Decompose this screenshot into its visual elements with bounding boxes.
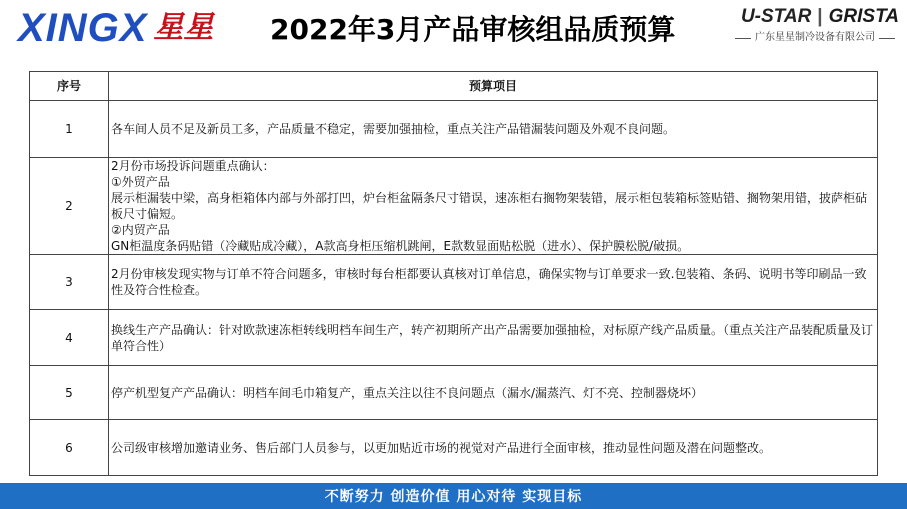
divider-line xyxy=(735,38,751,39)
company-name: 广东星星制冷设备有限公司 xyxy=(755,32,875,43)
budget-item-cell xyxy=(109,158,878,255)
header xyxy=(0,0,907,62)
table-row xyxy=(30,310,878,366)
logo-text: XINGX xyxy=(18,6,148,50)
budget-item-cell xyxy=(109,310,878,366)
brand-grista: GRISTA xyxy=(828,6,899,27)
page-title: 2022年3月产品审核组品质预算 xyxy=(270,13,676,46)
row-number: 5 xyxy=(30,366,109,420)
budget-item-line: 展示柜漏装中梁，高身柜箱体内部与外部打凹，炉台柜盆隔条尺寸错误，速冻柜右搁物架装错，展示柜包装箱标签贴错、搁物架用错，披萨柜砧板尺寸偏短。 xyxy=(111,191,868,221)
row-number: 3 xyxy=(30,255,109,310)
footer-slogan: 不断努力 创造价值 用心对待 实现目标 xyxy=(324,489,583,505)
budget-item-line: 2月份审核发现实物与订单不符合问题多，审核时每台柜都要认真核对订单信息，确保实物与订单要求一致.包装箱、条码、说明书等印刷品一致性及符合性检查。 xyxy=(111,267,867,297)
table-row xyxy=(30,420,878,476)
column-header-number: 序号 xyxy=(30,72,109,101)
row-number: 1 xyxy=(30,101,109,158)
budget-item-line: ①外贸产品 xyxy=(111,175,170,189)
budget-item-line: ②内贸产品 xyxy=(111,223,170,237)
divider-line xyxy=(879,38,895,39)
budget-item-line: GN柜温度条码贴错（冷藏贴成冷藏），A款高身柜压缩机跳闸，E款数显面贴松脱（进水）、保护膜松脱/破损。 xyxy=(111,239,690,253)
ustar-grista-logo xyxy=(717,6,899,50)
table-header-row xyxy=(30,72,878,101)
budget-item-line: 停产机型复产产品确认：明档车间毛巾箱复产，重点关注以往不良问题点（漏水/漏蒸汽、灯不亮、控制器烧坏） xyxy=(111,385,704,400)
budget-item-cell xyxy=(109,420,878,476)
table-row xyxy=(30,366,878,420)
budget-table xyxy=(29,71,878,476)
table-row xyxy=(30,101,878,158)
row-number: 2 xyxy=(30,158,109,255)
budget-item-cell xyxy=(109,255,878,310)
budget-item-line: 换线生产产品确认：针对欧款速冻柜转线明档车间生产，转产初期所产出产品需要加强抽检，对标原产线产品质量。（重点关注产品装配质量及订单符合性） xyxy=(111,322,874,353)
brand-ustar: U-STAR xyxy=(740,6,812,27)
footer-banner xyxy=(0,483,907,509)
budget-item-line: 公司级审核增加邀请业务、售后部门人员参与，以更加贴近市场的视觉对产品进行全面审核，推动显性问题及潜在问题整改。 xyxy=(111,440,772,455)
row-number: 6 xyxy=(30,420,109,476)
table-row xyxy=(30,255,878,310)
budget-table-container xyxy=(29,71,877,476)
row-number: 4 xyxy=(30,310,109,366)
xingx-logo xyxy=(18,6,213,50)
brand-separator: | xyxy=(817,6,823,27)
budget-item-line: 各车间人员不足及新员工多，产品质量不稳定，需要加强抽检，重点关注产品错漏装问题及外观不良问题。 xyxy=(111,122,676,136)
budget-item-cell xyxy=(109,366,878,420)
budget-item-line: 2月份市场投诉问题重点确认： xyxy=(111,159,275,173)
table-row xyxy=(30,158,878,255)
budget-item-cell xyxy=(109,101,878,158)
logo-chinese-text: 星星 xyxy=(153,10,214,45)
column-header-item: 预算项目 xyxy=(109,72,878,101)
